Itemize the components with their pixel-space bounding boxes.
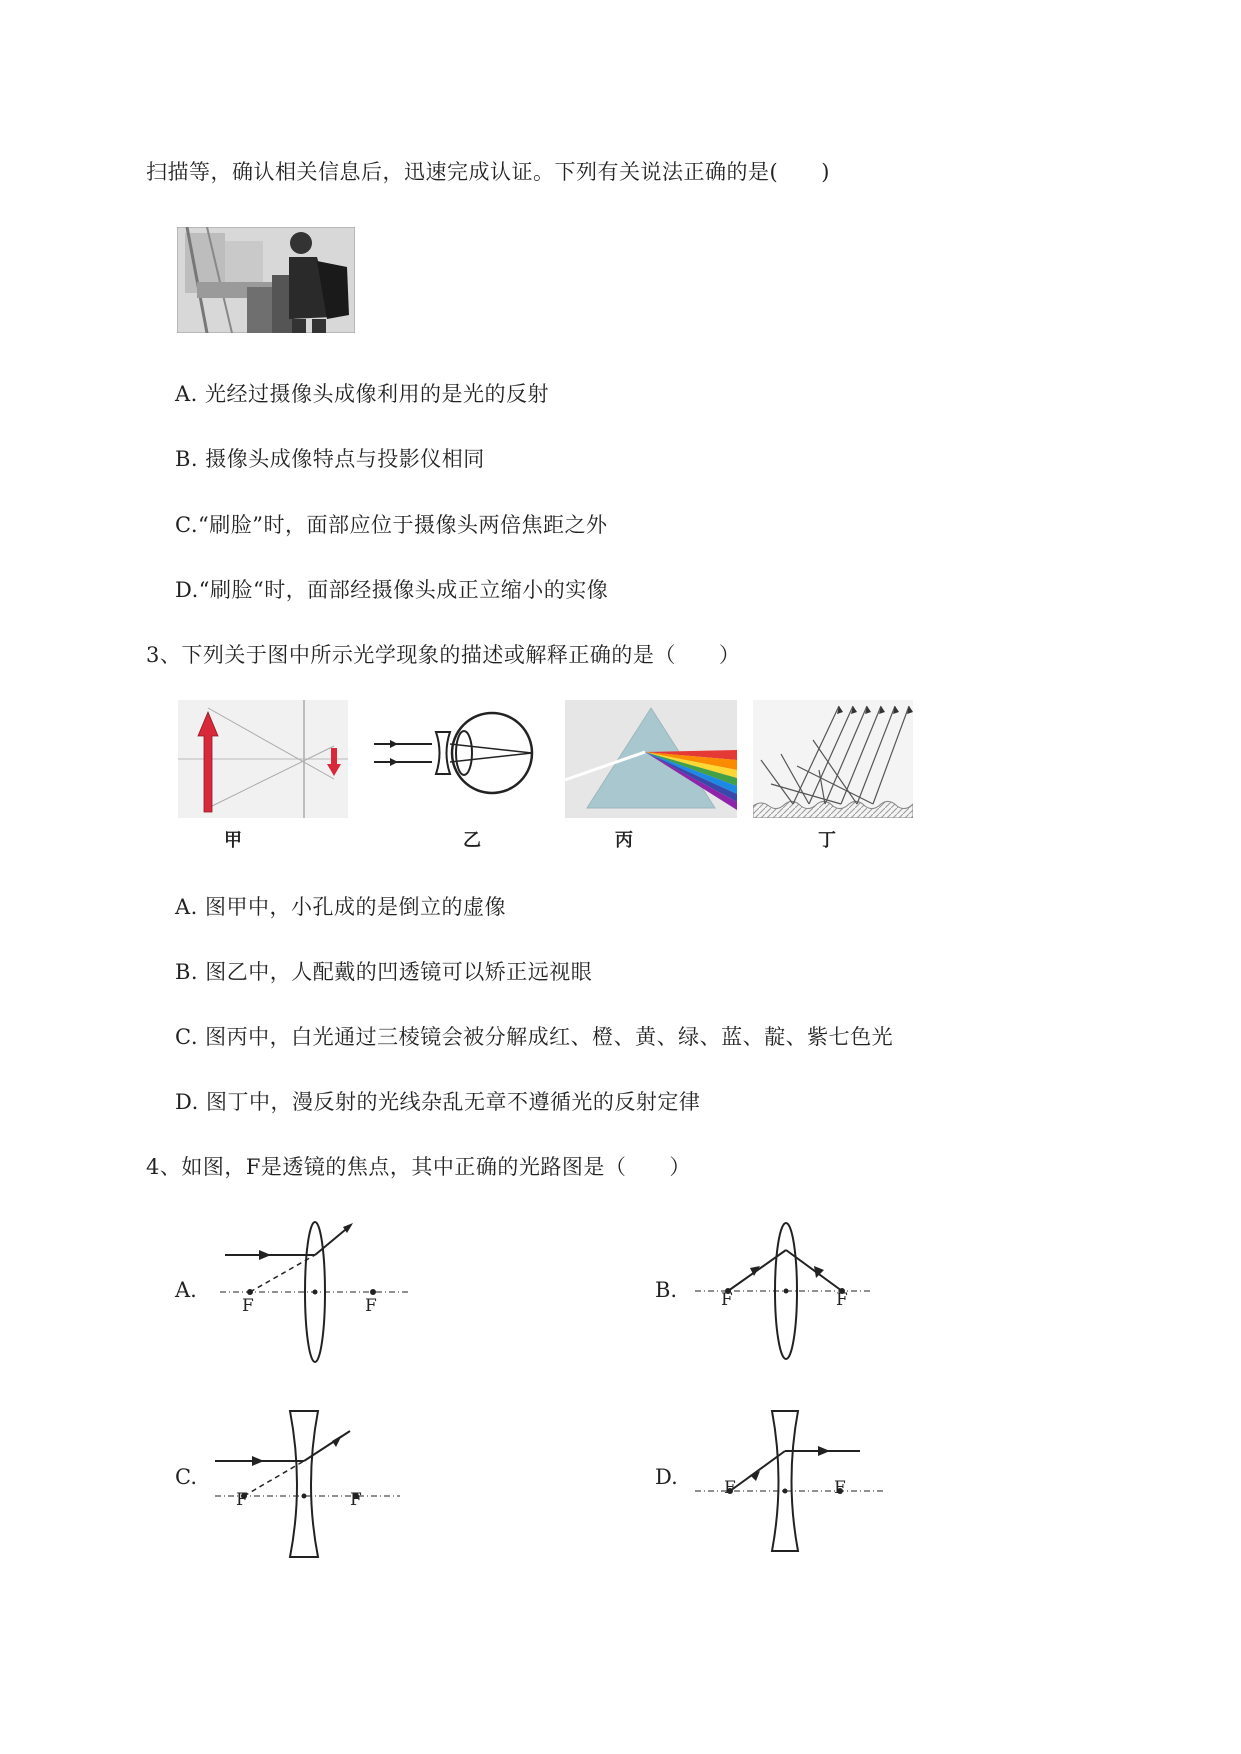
q2-stem: 扫描等，确认相关信息后，迅速完成认证。下列有关说法正确的是( ) (146, 160, 830, 184)
q4-d-focus-left: F (724, 1478, 736, 1498)
q2-option-d: D.“刷脸“时，面部经摄像头成正立缩小的实像 (175, 578, 609, 602)
q4-stem: 4、如图，F是透镜的焦点，其中正确的光路图是（ ） (146, 1155, 691, 1179)
q4-d-focus-right: F (834, 1478, 846, 1498)
caption-bing: 丙 (615, 830, 633, 851)
q3-stem: 3、下列关于图中所示光学现象的描述或解释正确的是（ ） (146, 643, 741, 667)
q3-option-c: C. 图丙中，白光通过三棱镜会被分解成红、橙、黄、绿、蓝、靛、紫七色光 (175, 1025, 894, 1049)
q4-option-d-letter: D. (655, 1465, 678, 1489)
q4-option-b-letter: B. (655, 1278, 678, 1302)
q3-option-d: D. 图丁中，漫反射的光线杂乱无章不遵循光的反射定律 (175, 1090, 701, 1114)
figure-bing-prism (565, 700, 737, 818)
q4-b-focus-left: F (721, 1290, 733, 1310)
figure-yi-eye-lens (372, 706, 537, 811)
caption-yi: 乙 (463, 830, 481, 851)
q4-diagram-d-concave (690, 1405, 890, 1555)
q4-option-a-letter: A. (175, 1278, 197, 1302)
figure-ding-diffuse (753, 700, 913, 818)
figure-jia-pinhole (178, 700, 348, 818)
caption-ding: 丁 (818, 830, 836, 851)
q4-c-focus-right: F (350, 1490, 362, 1510)
caption-jia: 甲 (224, 830, 242, 851)
q4-diagram-c-concave (210, 1405, 410, 1560)
q4-a-focus-right: F (365, 1296, 377, 1316)
q4-diagram-a-convex (215, 1215, 415, 1365)
q2-option-c: C.“刷脸”时，面部应位于摄像头两倍焦距之外 (175, 513, 608, 537)
q2-option-b: B. 摄像头成像特点与投影仪相同 (175, 447, 485, 471)
q4-option-c-letter: C. (175, 1465, 197, 1489)
face-scan-photo (177, 227, 355, 333)
q4-b-focus-right: F (836, 1290, 848, 1310)
q3-option-a: A. 图甲中，小孔成的是倒立的虚像 (175, 895, 507, 919)
q2-option-a: A. 光经过摄像头成像利用的是光的反射 (175, 382, 550, 406)
q4-a-focus-left: F (242, 1296, 254, 1316)
q4-c-focus-left: F (236, 1490, 248, 1510)
q3-option-b: B. 图乙中，人配戴的凹透镜可以矫正远视眼 (175, 960, 593, 984)
